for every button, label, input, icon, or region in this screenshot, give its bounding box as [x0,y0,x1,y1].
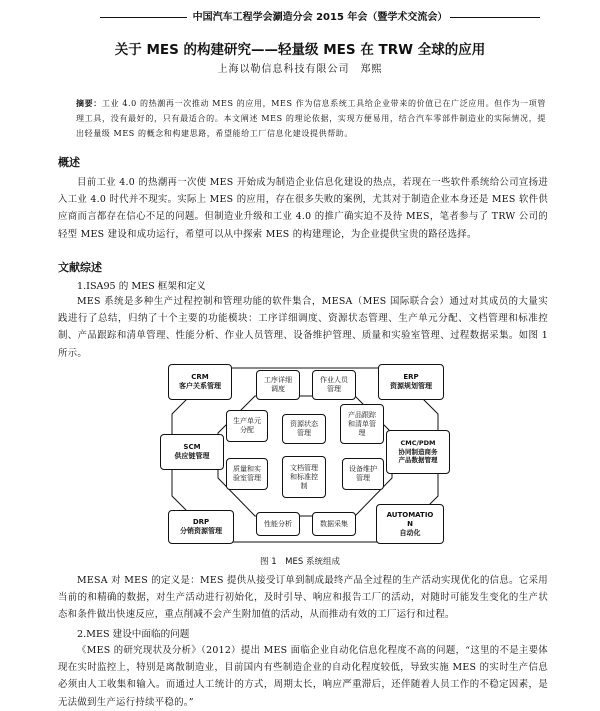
resource-box: 资源状态 管理 [282,414,326,444]
review-paragraph-2: MESA 对 MES 的定义是：MES 提供从接受订单到制成最终产品全过程的生产活动实现优化的信息。它采用当前的和精确的数据，对生产活动进行初始化，及时引导、响应和报告工厂的活动，对随时可能发生变化的生产状态和条件做出快速反应，重点削减不会产生附加值的活动，从而推动有效的工厂运行和过程。 [58,575,548,621]
figure-caption: 图 1 MES 系统组成 [260,557,340,567]
overview-paragraph: 目前工业 4.0 的热潮再一次使 MES 开始成为制造企业信息化建设的热点，若现在一些软件系统给公司宣扬进入工业 4.0 时代并不现实。实际上 MES 的应用，存在很多失败的案例，尤其对于制造企业本身还是 MES 软件供应商而言都存在信心不足的问题。但制造业升级和工业 4.0 的推广确实迫不及待 MES，笔者参与了 TRW 公司的轻型 MES 建设和成功运行，希望可以从中探索 MES 的构建理论，为企业提供宝贵的路径选择。 [58,177,548,240]
article-title: 关于 MES 的构建研究——轻量级 MES 在 TRW 全球的应用 [114,42,486,58]
mes-diagram [160,356,450,549]
document-box: 文档管理 和标准控 制 [282,456,326,498]
crm-box: CRM 客户关系管理 [168,364,232,400]
erp-box: ERP 资源规划管理 [378,364,444,400]
subheading-problems: 2.MES 建设中面临的问题 [77,629,190,640]
review-paragraph-3: 《MES 的研究现状及分析》（2012）提出 MES 面临企业自动化信息化程度不高的问题，“这里的不是主要体现在实时监控上，特别是离散制造业，目前国内有些制造企业的自动化程度较低，导致实施 MES 的实时生产信息必须由人工收集和输入。而通过人工统计的方式，周期太长，响应严重滞后，还伴随着人员工作的不稳定因素，是无法做到生产运行持续平稳的。” [58,645,548,708]
running-head-rule-left [100,17,190,18]
scheduling-box: 工序详细 调度 [256,370,300,400]
author-line: 上海以勒信息科技有限公司 郑熙 [217,64,383,75]
section-heading-overview: 概述 [58,156,80,169]
abstract [76,96,546,141]
running-head-text: 中国汽车工程学会涮造分会 2015 年会（暨学术交流会） [187,12,454,23]
quality-box: 质量和实 验室管理 [226,458,268,490]
running-head-rule-right [450,17,540,18]
performance-box: 性能分析 [256,512,300,536]
subheading-isa95: 1.ISA95 的 MES 框架和定义 [77,281,206,292]
scm-box: SCM 供应链管理 [160,434,224,470]
drp-box: DRP 分销资源管理 [168,510,234,544]
abstract-label: 摘要： [76,98,102,108]
tracking-box: 产品跟踪 和清单管 理 [340,404,384,444]
maintenance-box: 设备维护 管理 [342,458,384,490]
section-heading-review: 文献综述 [58,261,102,274]
labor-box: 作业人员 管理 [312,370,356,400]
dispatch-box: 生产单元 分配 [226,410,268,442]
review-paragraph-1: MES 系统是多种生产过程控制和管理功能的软件集合，MESA（MES 国际联合会）通过对其成员的大量实践进行了总结，归纳了十个主要的功能模块：工序详细调度、资源状态管理、生产单元分配、文档管理和标准控制、产品跟踪和清单管理、性能分析、作业人员管理、设备维护管理、质量和实验室管理、过程数据采集。如图 1 所示。 [58,296,548,359]
running-head [60,8,580,26]
automation-box: AUTOMATIO N 自动化 [376,504,444,544]
pdm-box: CMC/PDM 协同制造商务 产品数据管理 [386,430,450,474]
abstract-text: 工业 4.0 的热潮再一次推动 MES 的应用，MES 作为信息系统工具给企业带来的价值已在广泛应用。但作为一项管理工具，没有最好的，只有最适合的。本文阐述 MES 的理论依据，实现方便易用，结合汽车零部件制造业的实际情况，提出轻量级 MES 的概念和构建思路，希望能给工厂信息化建设提供帮助。 [76,99,547,138]
data-collection-box: 数据采集 [312,512,356,536]
